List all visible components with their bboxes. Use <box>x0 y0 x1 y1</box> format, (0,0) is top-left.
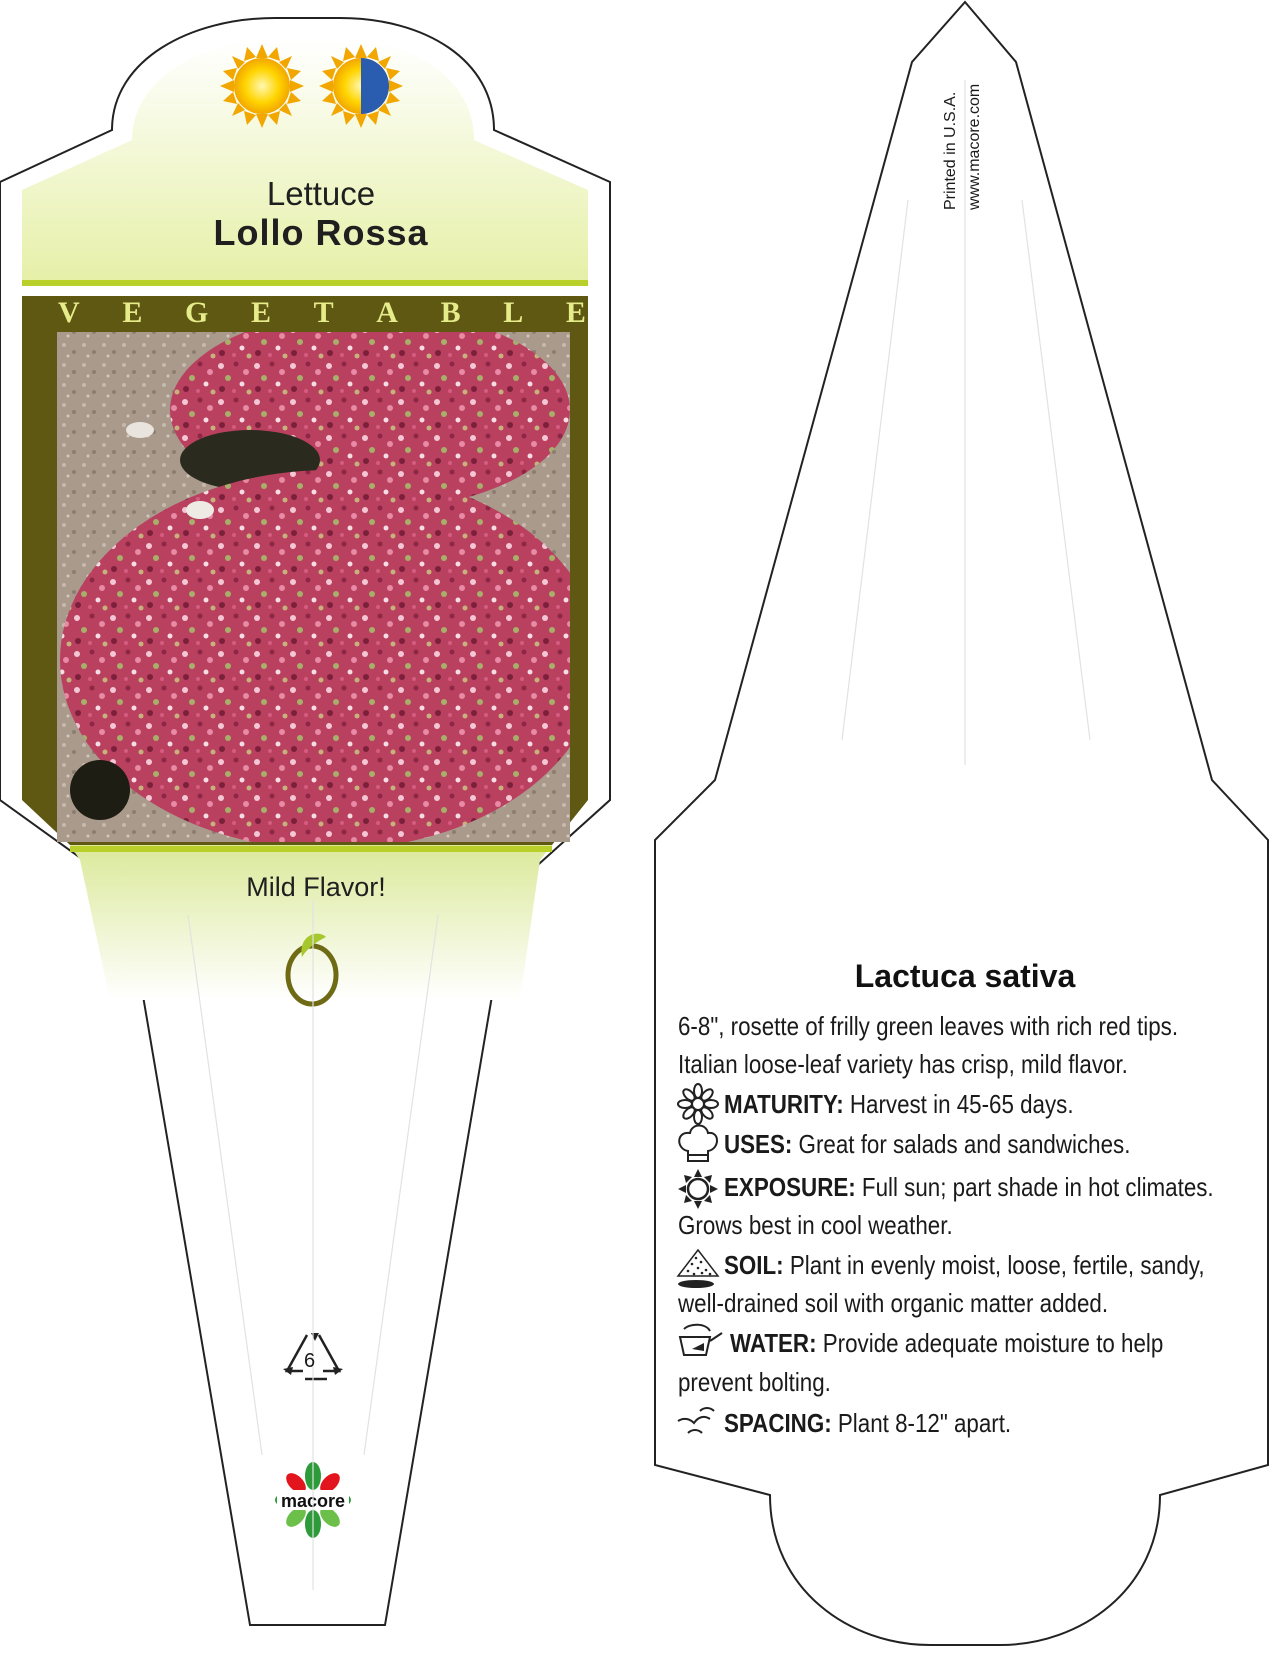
spacing-label: SPACING: <box>724 1408 832 1438</box>
water-label: WATER: <box>730 1328 817 1358</box>
variety-name: Lollo Rossa <box>213 212 429 253</box>
soil-label: SOIL: <box>724 1250 784 1280</box>
category-letter: T <box>313 296 334 329</box>
uses-row <box>724 1129 1130 1160</box>
tagline: Mild Flavor! <box>246 872 386 902</box>
imprint-line-1: Printed in U.S.A. <box>942 91 959 210</box>
exposure-text-2: Grows best in cool weather. <box>678 1210 953 1240</box>
category-letter: B <box>440 296 461 329</box>
category-letter: G <box>184 296 209 329</box>
soil-row <box>724 1250 1205 1281</box>
maturity-row <box>724 1089 1074 1120</box>
uses-label: USES: <box>724 1129 793 1159</box>
exposure-row <box>724 1172 1214 1203</box>
category-letter: E <box>122 296 143 329</box>
water-text: Provide adequate moisture to help <box>816 1328 1164 1358</box>
water-row <box>730 1328 1163 1359</box>
category-letter: E <box>250 296 271 329</box>
front-header-line <box>22 280 588 286</box>
category-banner <box>22 296 622 330</box>
recycle-number: 6 <box>304 1350 316 1372</box>
front-tagline-band <box>70 845 552 1000</box>
soil-text-2: well-drained soil with organic matter added. <box>678 1288 1109 1318</box>
category-letter: E <box>565 296 586 329</box>
part-shade-icon <box>319 44 403 128</box>
spacing-row <box>724 1408 1011 1439</box>
spacing-text: Plant 8-12" apart. <box>831 1408 1012 1438</box>
description-line-2: Italian loose-leaf variety has crisp, mild flavor. <box>678 1049 1128 1079</box>
category-letter: L <box>503 296 524 329</box>
water-text-2: prevent bolting. <box>678 1367 831 1397</box>
botanical-name: Lactuca sativa <box>854 958 1076 994</box>
description-line-1: 6-8", rosette of frilly green leaves with rich red tips. <box>678 1011 1179 1041</box>
product-photo <box>57 310 600 850</box>
uses-text: Great for salads and sandwiches. <box>792 1129 1131 1159</box>
imprint-line-2: www.macore.com <box>966 83 983 210</box>
soil-text: Plant in evenly moist, loose, fertile, sandy, <box>783 1250 1205 1280</box>
common-name: Lettuce <box>266 175 376 212</box>
front-tagline-line <box>70 846 552 852</box>
category-letter: A <box>376 296 398 329</box>
brand-wordmark: macore <box>280 1491 346 1511</box>
maturity-text: Harvest in 45-65 days. <box>843 1089 1074 1119</box>
full-sun-icon <box>220 44 304 128</box>
maturity-label: MATURITY: <box>724 1089 844 1119</box>
back-tag-outline <box>655 2 1268 1645</box>
category-letter: V <box>58 296 80 329</box>
sun-outline-icon <box>678 1169 718 1209</box>
exposure-text: Full sun; part shade in hot climates. <box>855 1172 1214 1202</box>
exposure-label: EXPOSURE: <box>724 1172 856 1202</box>
